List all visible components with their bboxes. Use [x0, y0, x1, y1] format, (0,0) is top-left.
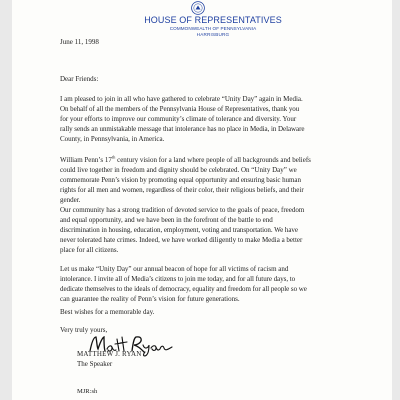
line-text: century vision for a land where people of all backgrounds and beliefs: [115, 156, 311, 164]
paragraph-1: [60, 94, 372, 144]
paragraph-line: dedicate themselves to the ideals of democracy, equality and freedom for all people so we: [60, 285, 307, 294]
paragraph-line: Let us make “Unity Day” our annual beacon of hope for all victims of racism and: [60, 265, 289, 273]
paragraph-line: County, in Pennsylvania, in America.: [60, 135, 165, 144]
paragraph-line: for your efforts to improve our community’s climate of tolerance and diversity. Your: [60, 115, 297, 124]
paragraph-line: intolerance. I invite all of Media’s citizens to join me today, and for all future days, to: [60, 275, 296, 284]
superscript: th: [111, 154, 116, 160]
paragraph-3: [60, 205, 372, 255]
typist-initials: MJR:sh: [77, 388, 98, 395]
paragraph-line: On behalf of all the members of the Pennsylvania House of Representatives, thank you: [60, 105, 300, 114]
pennsylvania-seal-icon: [191, 1, 205, 15]
paragraph-line: place for all citizens.: [60, 246, 119, 255]
paragraph-5: [60, 307, 372, 317]
paragraph-line: [60, 155, 372, 165]
paragraph-line: Our community has a strong tradition of devoted service to the goals of peace, freedom: [60, 206, 305, 214]
paragraph-4: [60, 264, 372, 304]
paragraph-line: commemorate Penn’s vision by promoting equal opportunity and ensuring basic human: [60, 176, 301, 185]
letter-date: June 11, 1998: [60, 38, 99, 46]
letter-closing: Very truly yours,: [60, 326, 108, 334]
paragraph-line: discrimination in housing, education, employment, voting and transportation. We have: [60, 226, 298, 235]
paragraph-line: and equal opportunity, and we have been in the forefront of the battle to end: [60, 216, 273, 225]
paragraph-line: could live together in freedom and dignity should be celebrated. On “Unity Day” we: [60, 166, 297, 175]
signer-name: MATTHEW J. RYAN: [77, 350, 142, 358]
paragraph-2: [60, 155, 372, 205]
letterhead-title: HOUSE OF REPRESENTATIVES: [144, 15, 282, 25]
paragraph-line: Best wishes for a memorable day.: [60, 308, 155, 316]
letter-page: [12, 0, 392, 400]
letter-greeting: Dear Friends:: [60, 75, 99, 83]
paragraph-line: I am pleased to join in all who have gathered to celebrate “Unity Day” again in Media.: [60, 95, 303, 103]
paragraph-line: gender.: [60, 196, 81, 205]
paragraph-line: rally sends an unmistakable message that intolerance has no place in Media, in Delaware: [60, 125, 305, 134]
signer-title: The Speaker: [77, 360, 113, 368]
paragraph-line: never tolerated hate crimes. Indeed, we have worked diligently to make Media a better: [60, 236, 303, 245]
letterhead-commonwealth: COMMONWEALTH OF PENNSYLVANIA: [169, 26, 257, 31]
letterhead-city: HARRISBURG: [196, 32, 230, 37]
paragraph-line: can guarantee the reality of Penn’s vision for future generations.: [60, 295, 240, 304]
line-text: William Penn’s 17: [60, 156, 112, 164]
paragraph-line: rights for all men and women, regardless of their color, their religious beliefs, and their: [60, 186, 304, 195]
